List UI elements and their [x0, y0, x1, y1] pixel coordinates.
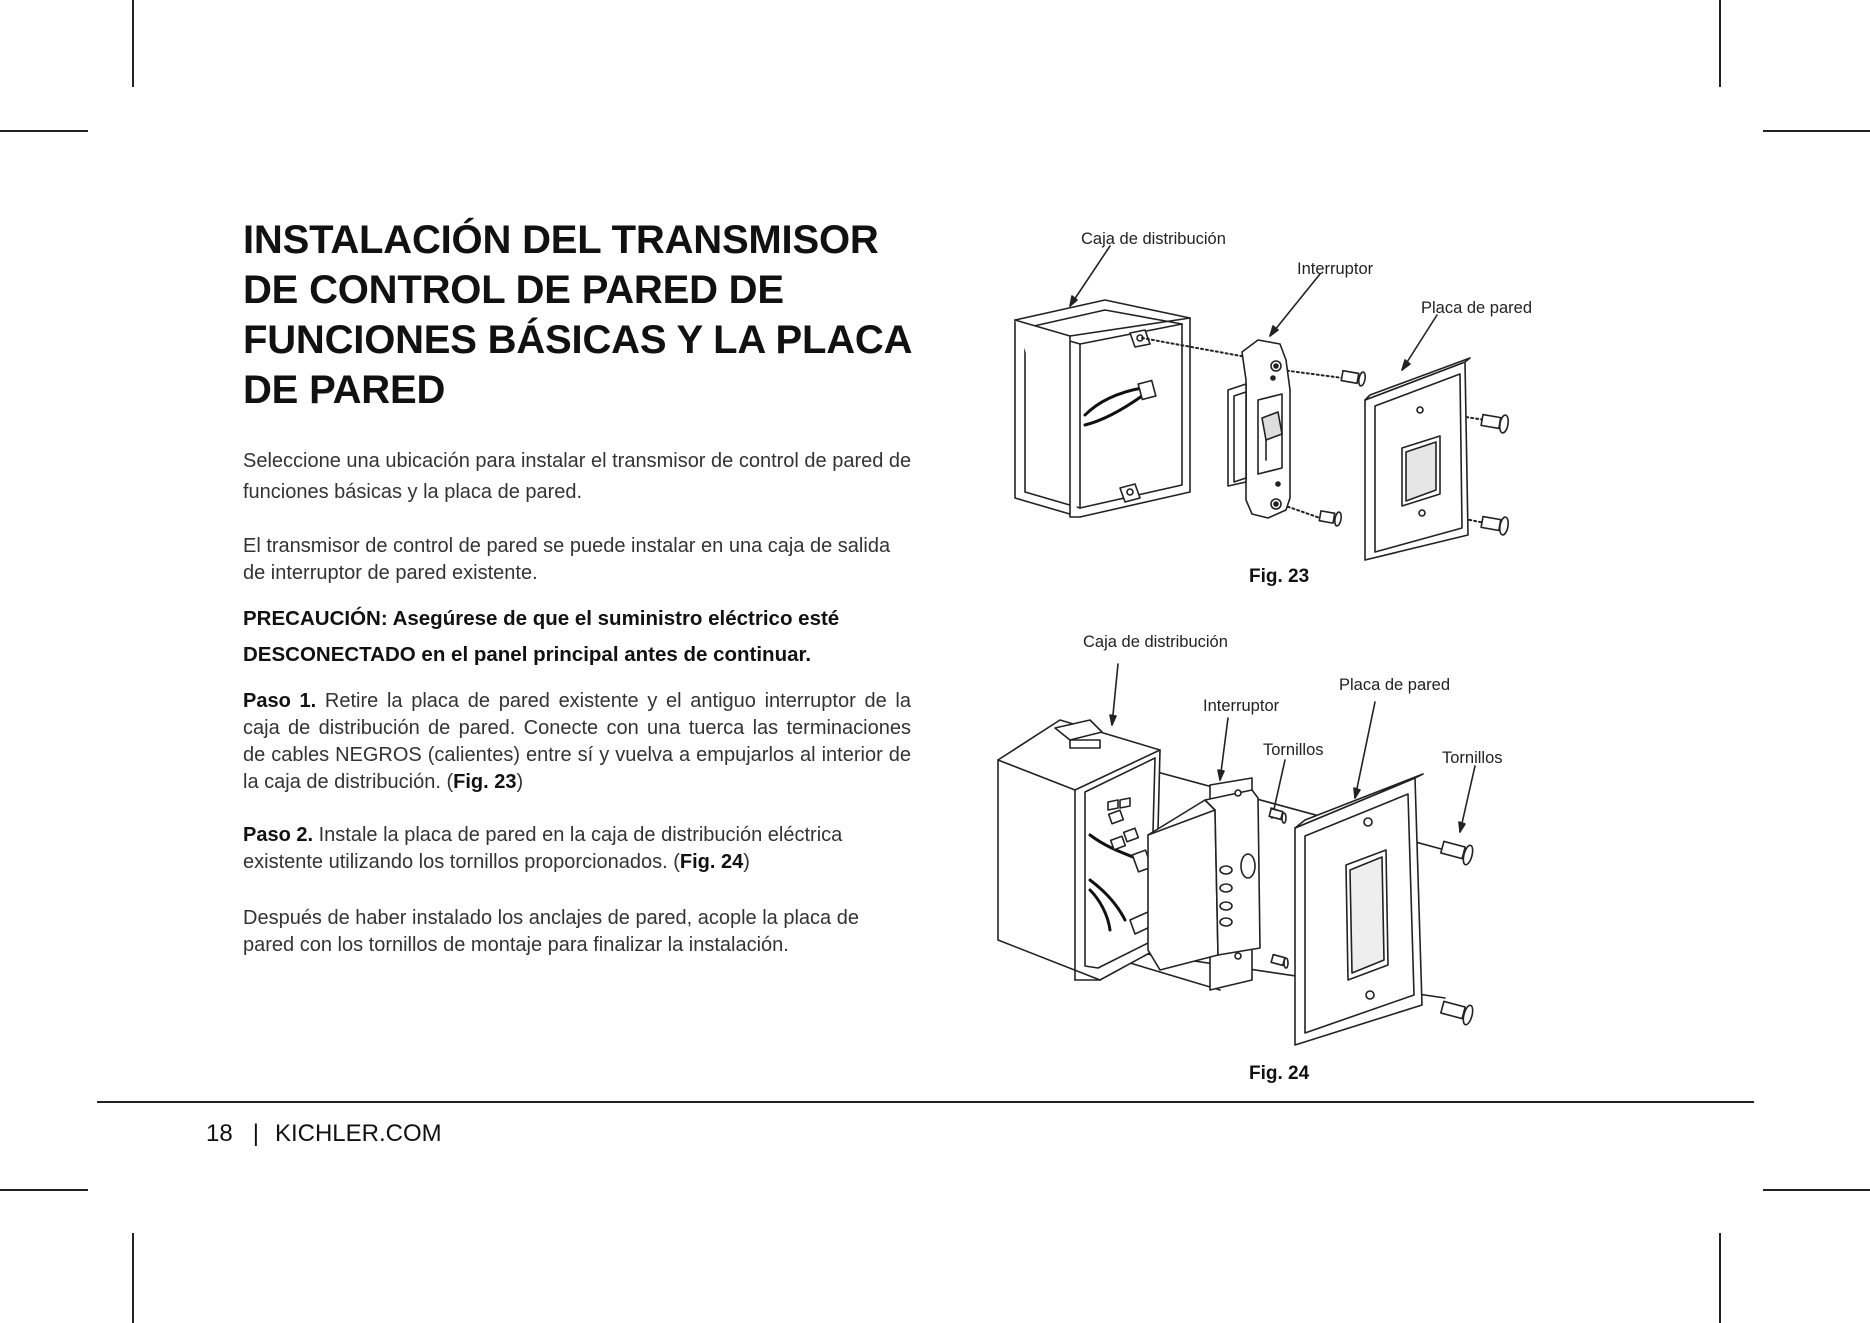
- caution-line-1: PRECAUCIÓN: Asegúrese de que el suministro eléctrico esté: [243, 607, 840, 630]
- fig-23-callout-box: Caja de distribución: [1081, 230, 1226, 248]
- screw: [1441, 841, 1475, 1025]
- intro-paragraph-2: El transmisor de control de pared se puede instalar en una caja de salida de interruptor de pared existente.: [243, 535, 891, 584]
- intro-paragraph-1: Seleccione una ubicación para instalar el transmisor de control de pared de funciones básicas y la placa de pared.: [243, 450, 912, 503]
- crop-mark: [0, 130, 88, 132]
- step-1-text: Retire la placa de pared existente y el antiguo interruptor de la caja de distribución de pared. Conecte con una tuerca las terminaciones de cables NEGROS (calientes) entre sí y vuelva a empujarlos al interior de la caja de distribución. (: [243, 690, 911, 793]
- page-number: 18: [206, 1120, 233, 1147]
- switch-device: [1148, 778, 1260, 990]
- electrical-box: [1015, 300, 1190, 517]
- step-1-paragraph: [243, 688, 911, 796]
- caution-notice: [243, 601, 943, 673]
- wall-plate: [1365, 358, 1470, 560]
- fig-23-illustration: [990, 220, 1570, 580]
- step-1-fig-ref: Fig. 23: [453, 771, 517, 793]
- footer-separator: |: [252, 1120, 259, 1147]
- fig-24-callout-screws-1: Tornillos: [1263, 741, 1324, 759]
- fig-24-callout-plate: Placa de pared: [1339, 676, 1450, 694]
- step-2-fig-ref: Fig. 24: [679, 851, 744, 873]
- footer-rule: [97, 1101, 1754, 1103]
- screw: [1319, 371, 1366, 527]
- step-2-paragraph: [243, 822, 913, 876]
- fig-23-callout-switch: Interruptor: [1297, 260, 1374, 278]
- crop-mark: [0, 1189, 88, 1191]
- page-footer: [206, 1120, 442, 1148]
- switch-device: [1228, 340, 1290, 518]
- step-1-label: Paso 1.: [243, 690, 317, 712]
- crop-mark: [1763, 130, 1870, 132]
- fig-24-label: Fig. 24: [1249, 1063, 1310, 1084]
- fig-23-label: Fig. 23: [1249, 566, 1310, 587]
- crop-mark: [1719, 0, 1721, 87]
- crop-mark: [132, 1233, 134, 1323]
- crop-mark: [1763, 1189, 1870, 1191]
- fig-23-callout-plate: Placa de pared: [1421, 299, 1532, 317]
- fig-24-callout-screws-2: Tornillos: [1442, 749, 1503, 767]
- step-2-text: Instale la placa de pared en la caja de distribución eléctrica existente utilizando los tornillos proporcionados. (: [243, 824, 843, 873]
- footer-site: KICHLER.COM: [274, 1120, 442, 1147]
- page-title: INSTALACIÓN DEL TRANSMISOR DE CONTROL DE PARED DE FUNCIONES BÁSICAS Y LA PLACA DE PARED: [243, 218, 911, 412]
- fig-24-callout-box: Caja de distribución: [1083, 633, 1228, 651]
- screw: [1481, 414, 1509, 535]
- crop-mark: [1719, 1233, 1721, 1323]
- step-2-label: Paso 2.: [243, 824, 314, 846]
- caution-line-2: DESCONECTADO en el panel principal antes de continuar.: [243, 643, 812, 666]
- step-1-close: ): [516, 771, 524, 793]
- fig-24-callout-switch: Interruptor: [1203, 697, 1280, 715]
- screw: [1269, 809, 1288, 968]
- step-2-close: ): [743, 851, 750, 873]
- electrical-box: [998, 720, 1160, 980]
- outro-paragraph: Después de haber instalado los anclajes de pared, acople la placa de pared con los tornillos de montaje para finalizar la instalación.: [243, 907, 859, 956]
- crop-mark: [132, 0, 134, 87]
